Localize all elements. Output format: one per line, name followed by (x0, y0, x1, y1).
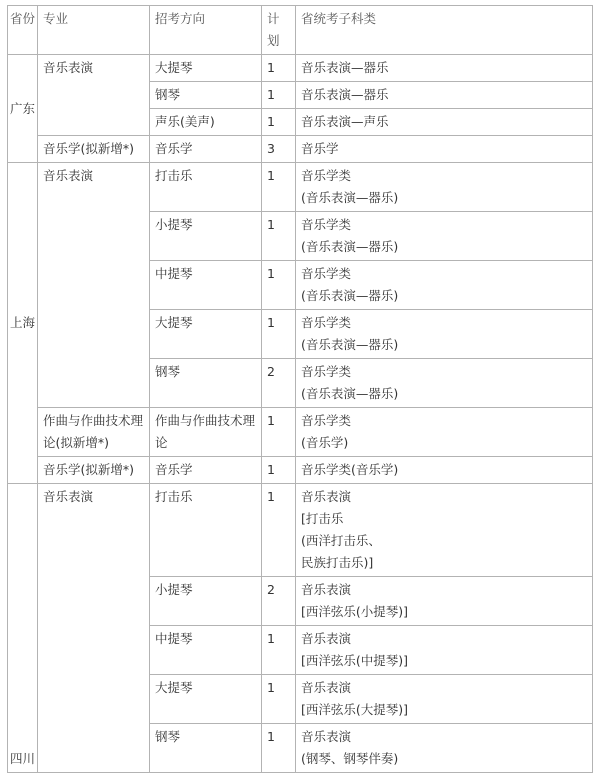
category-line: 音乐学类 (301, 266, 352, 281)
category-cell (296, 212, 593, 261)
direction-cell: 中提琴 (150, 626, 262, 675)
category-cell: 音乐表演—器乐 (296, 82, 593, 109)
table-row (8, 163, 593, 212)
header-exam-category: 省统考子科类 (296, 6, 593, 55)
category-cell (296, 626, 593, 675)
direction-cell: 钢琴 (150, 82, 262, 109)
major-cell: 作曲与作曲技术理论(拟新增*) (38, 408, 150, 457)
province-cell: 上海 (8, 163, 38, 484)
plan-cell: 1 (262, 626, 296, 675)
direction-cell: 中提琴 (150, 261, 262, 310)
header-direction: 招考方向 (150, 6, 262, 55)
category-cell (296, 675, 593, 724)
plan-cell: 1 (262, 212, 296, 261)
category-line: (音乐表演—器乐) (301, 190, 399, 205)
plan-cell: 1 (262, 163, 296, 212)
category-line: (西洋打击乐、 (301, 533, 381, 548)
category-line: (音乐表演—器乐) (301, 386, 399, 401)
direction-cell: 大提琴 (150, 55, 262, 82)
category-line: (音乐表演—器乐) (301, 337, 399, 352)
category-line: [西洋弦乐(大提琴)] (301, 702, 409, 717)
plan-cell: 1 (262, 82, 296, 109)
category-cell (296, 163, 593, 212)
direction-cell: 音乐学 (150, 136, 262, 163)
plan-cell: 1 (262, 55, 296, 82)
category-line: 音乐学类 (301, 168, 352, 183)
category-cell (296, 577, 593, 626)
category-cell (296, 408, 593, 457)
category-line: (音乐学) (301, 435, 349, 450)
category-line: (钢琴、钢琴伴奏) (301, 751, 399, 766)
category-line: 音乐表演 (301, 489, 352, 504)
major-cell: 音乐学(拟新增*) (38, 136, 150, 163)
category-line: 民族打击乐)] (301, 555, 374, 570)
direction-cell: 作曲与作曲技术理论 (150, 408, 262, 457)
major-cell: 音乐表演 (38, 163, 150, 408)
table-row (8, 457, 593, 484)
plan-cell: 1 (262, 109, 296, 136)
direction-cell: 音乐学 (150, 457, 262, 484)
category-line: 音乐表演 (301, 582, 352, 597)
plan-cell: 1 (262, 261, 296, 310)
major-cell: 音乐表演 (38, 55, 150, 136)
plan-cell: 2 (262, 359, 296, 408)
category-line: 音乐学类 (301, 315, 352, 330)
major-cell: 音乐学(拟新增*) (38, 457, 150, 484)
category-line: [西洋弦乐(小提琴)] (301, 604, 409, 619)
category-cell: 音乐学类(音乐学) (296, 457, 593, 484)
direction-cell: 大提琴 (150, 675, 262, 724)
category-cell (296, 359, 593, 408)
direction-cell: 打击乐 (150, 163, 262, 212)
category-cell: 音乐学 (296, 136, 593, 163)
direction-cell: 小提琴 (150, 577, 262, 626)
plan-cell: 2 (262, 577, 296, 626)
plan-cell: 1 (262, 675, 296, 724)
plan-cell: 3 (262, 136, 296, 163)
category-line: 音乐表演 (301, 729, 352, 744)
category-line: 音乐学类 (301, 217, 352, 232)
category-line: 音乐学类 (301, 364, 352, 379)
province-cell: 广东 (8, 55, 38, 163)
category-cell (296, 261, 593, 310)
category-cell (296, 724, 593, 773)
major-cell: 音乐表演 (38, 484, 150, 773)
header-major: 专业 (38, 6, 150, 55)
header-row (8, 6, 593, 55)
direction-cell: 钢琴 (150, 359, 262, 408)
category-line: 音乐表演 (301, 631, 352, 646)
category-cell (296, 310, 593, 359)
category-line: (音乐表演—器乐) (301, 288, 399, 303)
direction-cell: 声乐(美声) (150, 109, 262, 136)
category-cell: 音乐表演—声乐 (296, 109, 593, 136)
category-line: 音乐学类 (301, 413, 352, 428)
category-line: [西洋弦乐(中提琴)] (301, 653, 409, 668)
plan-cell: 1 (262, 408, 296, 457)
category-cell (296, 484, 593, 577)
table-row (8, 484, 593, 577)
header-province: 省份 (8, 6, 38, 55)
category-line: 音乐表演 (301, 680, 352, 695)
plan-cell: 1 (262, 457, 296, 484)
direction-cell: 钢琴 (150, 724, 262, 773)
category-cell: 音乐表演—器乐 (296, 55, 593, 82)
direction-cell: 打击乐 (150, 484, 262, 577)
direction-cell: 小提琴 (150, 212, 262, 261)
header-plan: 计划 (262, 6, 296, 55)
table-row (8, 136, 593, 163)
table-row (8, 55, 593, 82)
table-row (8, 408, 593, 457)
category-line: [打击乐 (301, 511, 344, 526)
plan-cell: 1 (262, 310, 296, 359)
direction-cell: 大提琴 (150, 310, 262, 359)
province-cell: 四川 (8, 484, 38, 773)
category-line: (音乐表演—器乐) (301, 239, 399, 254)
plan-cell: 1 (262, 724, 296, 773)
plan-cell: 1 (262, 484, 296, 577)
admissions-table (7, 5, 593, 773)
